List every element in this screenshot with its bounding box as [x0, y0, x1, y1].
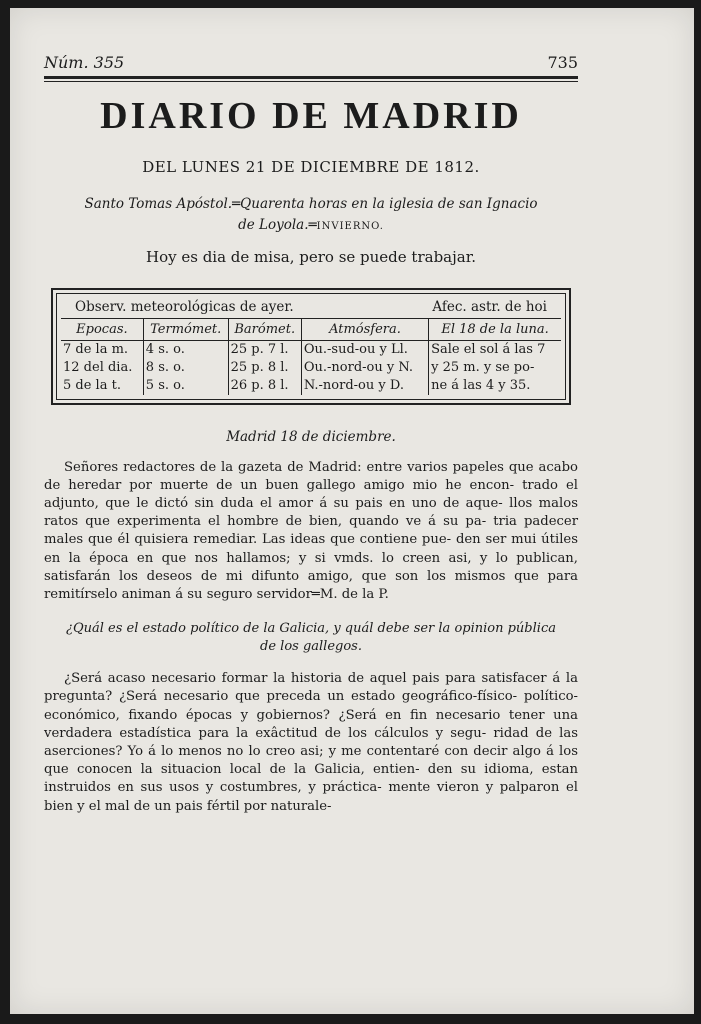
text-line: tener una verdadera estadística para la exâctitud de los cálculos y segu-: [44, 707, 578, 741]
meteorological-table-frame: [51, 288, 571, 405]
column-header-termometro: Termómet.: [143, 318, 228, 340]
saints-line-1: Santo Tomas Apóstol.═Quarenta horas en la iglesia de san Ignacio: [84, 195, 538, 212]
cell-termometro: 5 s. o.: [143, 377, 228, 395]
cell-luna: ne á las 4 y 35.: [429, 377, 561, 395]
text-line: den ser mui útiles en la época en que nos hallamos; y si vmds. lo creen: [44, 532, 578, 566]
letter-paragraph: [44, 459, 578, 605]
saints-line-2: [44, 215, 578, 236]
meteorological-heading-left: Observ. meteorológicas de ayer.: [75, 298, 294, 315]
text-line: mente vieron y palparon el bien y el mal de un pais fértil por naturale-: [44, 780, 578, 814]
newspaper-title: DIARIO DE MADRID: [100, 95, 522, 137]
cell-epoca: 7 de la m.: [63, 342, 129, 358]
body-paragraph: [44, 670, 578, 816]
cell-epoca: 5 de la t.: [63, 378, 121, 394]
text-line: trado el adjunto, que le dictó sin duda el amor á su pais en uno de aque-: [44, 477, 578, 512]
season-label: INVIERNO.: [316, 220, 384, 232]
text-line: ¿Será acaso necesario formar la historia de aquel pais para satisfacer: [64, 671, 547, 687]
text-line: acabo de heredar por muerte de un buen gallego amigo mio he encon-: [44, 459, 578, 493]
text-line: político-económico, fixando épocas y gobiernos? ¿Será en fin necesario: [44, 689, 578, 723]
issue-number: Núm. 355: [44, 53, 125, 72]
cell-luna: Sale el sol á las 7: [429, 340, 561, 359]
text-line: mismos que para remitírselo animan á su seguro servidor═M. de la P.: [44, 568, 578, 603]
meteorological-table-inner: [56, 293, 566, 400]
column-header-epocas: Epocas.: [61, 318, 143, 340]
question-title-line-2: de los gallegos.: [260, 639, 362, 655]
text-line: Señores redactores de la gazeta de Madrid: entre varios papeles que: [64, 459, 534, 475]
masthead-rule: [44, 76, 578, 82]
cell-atmosfera: N.-nord-ou y D.: [301, 377, 428, 395]
cell-atmosfera: Ou.-nord-ou y N.: [301, 359, 428, 377]
meteorological-heading-right: Afec. astr. de hoi: [432, 298, 547, 315]
issue-date: DEL LUNES 21 DE DICIEMBRE DE 1812.: [142, 157, 480, 176]
text-line: tria padecer males que él quisiera remediar. Las ideas que contiene pue-: [44, 514, 578, 548]
cell-barometro: 25 p. 8 l.: [228, 359, 301, 377]
question-title-line-1: ¿Quál es el estado político de la Galicia, y quál debe ser la opinion pública: [66, 621, 556, 637]
table-row: [61, 359, 561, 377]
table-row: [61, 340, 561, 359]
page-content: [44, 44, 578, 816]
table-row: [61, 377, 561, 395]
page-number: 735: [547, 53, 578, 72]
column-header-barometro: Barómet.: [228, 318, 301, 340]
cell-barometro: 26 p. 8 l.: [228, 377, 301, 395]
text-line: ridad de las aserciones? Yo á lo menos no lo creo asi; y me contentaré: [44, 725, 579, 760]
column-header-luna: El 18 de la luna.: [429, 318, 561, 340]
saints-line-2-text: de Loyola.═: [238, 216, 317, 233]
text-line: llos malos ratos que experimenta el hombre de bien, quando ve á su pa-: [44, 496, 578, 530]
cell-termometro: 8 s. o.: [143, 359, 228, 377]
masthead-top-line: [44, 44, 578, 72]
saints-of-the-day: [44, 194, 578, 236]
mass-note: Hoy es dia de misa, pero se puede trabajar.: [146, 247, 476, 266]
newspaper-page: [10, 8, 694, 1014]
cell-epoca: 12 del dia.: [63, 360, 133, 376]
section-question-title: [44, 620, 578, 656]
cell-barometro: 25 p. 7 l.: [228, 340, 301, 359]
meteorological-table: [61, 318, 561, 395]
cell-termometro: 4 s. o.: [143, 340, 228, 359]
text-line: á la pregunta? ¿Será necesario que preceda un estado geográfico-físico-: [44, 671, 578, 705]
cell-atmosfera: Ou.-sud-ou y Ll.: [301, 340, 428, 359]
text-line: con decir algo á los que conocen la situacion local de la Galicia, entien-: [44, 744, 578, 778]
column-header-atmosfera: Atmósfera.: [301, 318, 428, 340]
cell-luna: y 25 m. y se po-: [429, 359, 561, 377]
text-line: den su idioma, estan instruidos en sus usos y costumbres, y práctica-: [44, 762, 578, 796]
table-header-row: [61, 318, 561, 340]
article-dateline: Madrid 18 de diciembre.: [226, 428, 396, 445]
text-line: asi, y lo publican, satisfarán los deseos de mi difunto amigo, que son los: [44, 550, 578, 584]
meteorological-heading: [61, 297, 561, 318]
